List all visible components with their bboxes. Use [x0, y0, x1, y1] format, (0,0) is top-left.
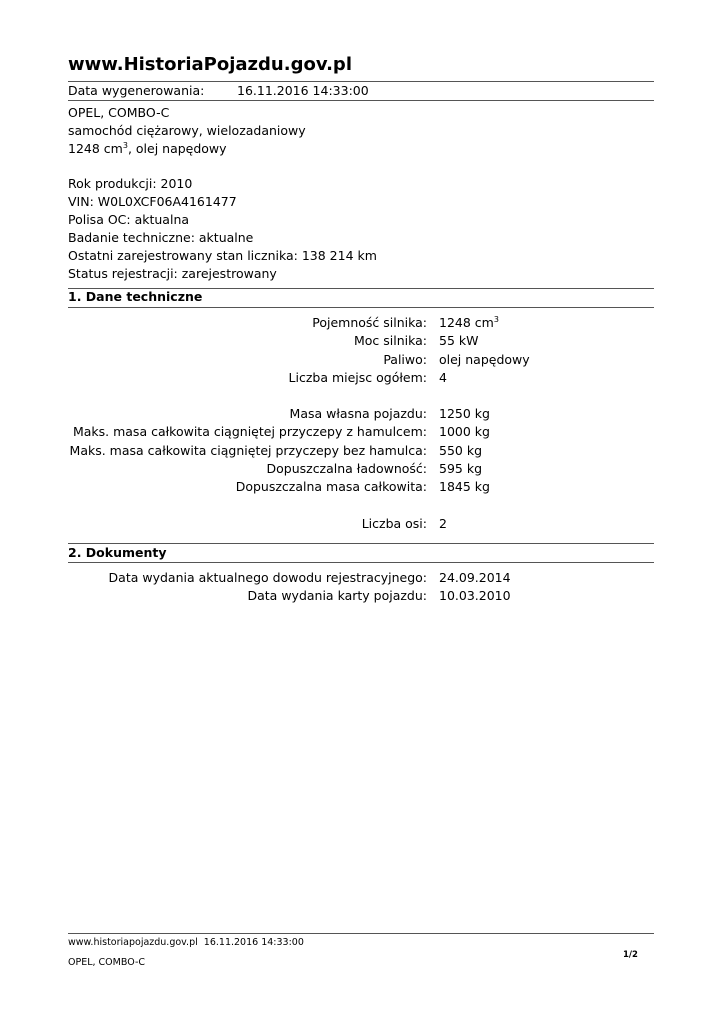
footer-source: www.historiapojazdu.gov.pl 16.11.2016 14:33:00	[68, 937, 304, 948]
table-row	[68, 569, 654, 587]
section-title-technical: 1. Dane techniczne	[68, 289, 203, 304]
row-key: Liczba miejsc ogółem:	[288, 369, 427, 385]
footer-vehicle: OPEL, COMBO-C	[68, 957, 146, 968]
row-value: 550 kg	[439, 442, 483, 458]
footer-divider	[68, 933, 654, 934]
generated-value: 16.11.2016 14:33:00	[237, 83, 369, 98]
vehicle-type: samochód ciężarowy, wielozadaniowy	[68, 123, 306, 138]
row-key: Dopuszczalna ładowność:	[266, 461, 427, 477]
engine-fuel	[68, 140, 377, 158]
table-row	[68, 351, 654, 369]
row-key: Maks. masa całkowita ciągniętej przyczepy bez hamulca:	[69, 442, 427, 458]
oc-policy: Polisa OC: aktualna	[68, 212, 190, 227]
generated-label: Data wygenerowania:	[68, 83, 205, 98]
table-row	[68, 587, 654, 605]
row-value	[427, 314, 499, 332]
row-value-text: 1248 cm	[439, 315, 494, 330]
divider	[68, 81, 654, 82]
table-row	[68, 460, 654, 478]
inspection: Badanie techniczne: aktualne	[68, 230, 254, 245]
engine-cc: 1248 cm	[68, 141, 123, 156]
fuel-suffix: , olej napędowy	[127, 141, 227, 156]
row-value: olej napędowy	[439, 351, 530, 367]
technical-table	[68, 314, 654, 533]
row-value-sup: 3	[493, 315, 499, 324]
row-key: Dopuszczalna masa całkowita:	[235, 479, 427, 495]
row-value: 1845 kg	[439, 479, 490, 495]
generated-row	[68, 83, 369, 98]
table-row	[68, 478, 654, 496]
table-row	[68, 314, 654, 332]
table-row	[68, 423, 654, 441]
engine-sup: 3	[122, 141, 128, 150]
make-model: OPEL, COMBO-C	[68, 105, 170, 120]
row-value: 1000 kg	[439, 424, 490, 440]
row-key: Paliwo:	[383, 351, 427, 367]
table-row	[68, 515, 654, 533]
documents-table	[68, 569, 654, 606]
odometer: Ostatni zarejestrowany stan licznika: 138 214 km	[68, 248, 377, 263]
table-row	[68, 405, 654, 423]
row-key: Masa własna pojazdu:	[289, 406, 427, 422]
production-year: Rok produkcji: 2010	[68, 176, 193, 191]
page-number: 1/2	[623, 950, 638, 960]
divider	[68, 100, 654, 101]
divider	[68, 543, 654, 544]
row-value: 4	[439, 369, 447, 385]
row-key: Pojemność silnika:	[312, 315, 427, 330]
row-key: Data wydania aktualnego dowodu rejestracyjnego:	[108, 570, 427, 585]
row-key: Maks. masa całkowita ciągniętej przyczepy z hamulcem:	[72, 424, 427, 440]
table-row	[68, 369, 654, 387]
table-row	[68, 332, 654, 350]
table-row	[68, 442, 654, 460]
divider	[68, 562, 654, 563]
row-value: 2	[439, 515, 447, 531]
row-key: Moc silnika:	[353, 333, 427, 349]
row-value: 595 kg	[439, 461, 483, 477]
row-key: Liczba osi:	[361, 515, 427, 531]
row-value: 1250 kg	[439, 406, 490, 422]
row-value: 55 kW	[439, 333, 479, 349]
vin: VIN: W0L0XCF06A4161477	[68, 194, 237, 209]
row-value: 24.09.2014	[439, 570, 511, 585]
vehicle-summary	[68, 104, 377, 283]
row-key: Data wydania karty pojazdu:	[247, 588, 427, 604]
registration-status: Status rejestracji: zarejestrowany	[68, 266, 277, 281]
site-title: www.HistoriaPojazdu.gov.pl	[68, 54, 352, 75]
row-value: 10.03.2010	[439, 588, 511, 604]
section-title-documents: 2. Dokumenty	[68, 545, 167, 560]
divider	[68, 307, 654, 308]
